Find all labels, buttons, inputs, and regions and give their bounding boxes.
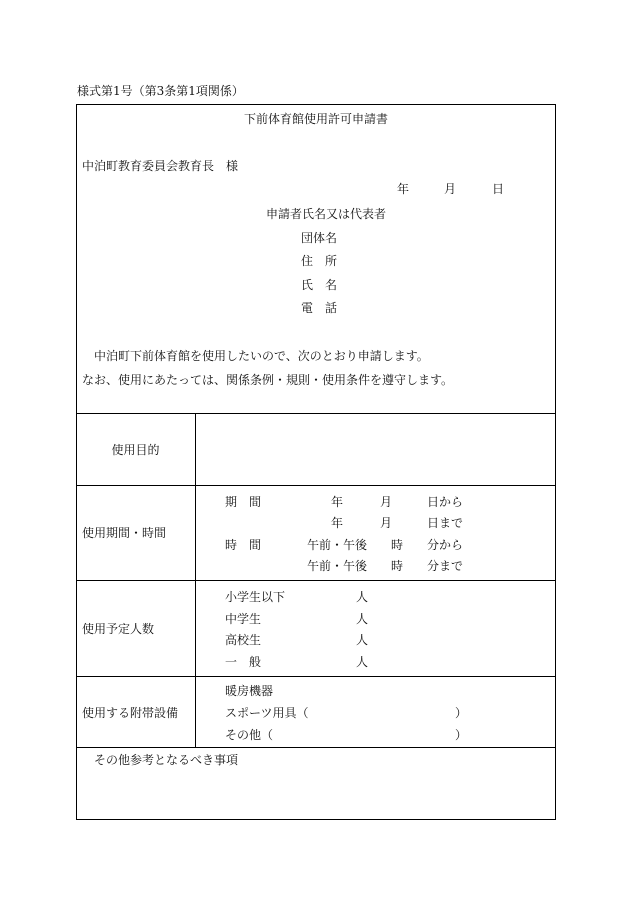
time-from-ampm: 午前・午後 [307, 538, 368, 552]
equipment-sports-close: ） [455, 706, 468, 720]
people-high-school: 高校生 [225, 633, 262, 647]
time-to-min: 分まで [427, 559, 464, 573]
date-month: 月 [444, 182, 457, 196]
people-junior-high: 中学生 [225, 612, 262, 626]
equipment-other: その他（ [225, 728, 274, 742]
people-unit: 人 [356, 633, 369, 647]
applicant-heading: 申請者氏名又は代表者 [266, 207, 387, 221]
date-year: 年 [397, 182, 410, 196]
period-to-month: 月 [380, 516, 393, 530]
equipment-other-close: ） [455, 728, 468, 742]
applicant-group: 団体名 [301, 231, 338, 245]
date-day: 日 [492, 182, 505, 196]
period-label: 使用期間・時間 [82, 526, 167, 540]
form-title: 下前体育館使用許可申請書 [243, 112, 388, 126]
people-unit: 人 [356, 612, 369, 626]
people-general: 一 般 [225, 655, 262, 669]
divider-header [76, 413, 556, 414]
form-number: 様式第1号（第3条第1項関係） [77, 84, 244, 98]
people-unit: 人 [356, 590, 369, 604]
people-unit: 人 [356, 655, 369, 669]
applicant-address: 住 所 [301, 254, 338, 268]
time-to-hour: 時 [391, 559, 404, 573]
statement-line1: 中泊町下前体育館を使用したいので、次のとおり申請します。 [94, 349, 429, 363]
period-from-year: 年 [331, 495, 344, 509]
people-elementary: 小学生以下 [225, 590, 286, 604]
purpose-label: 使用目的 [111, 443, 160, 457]
equipment-sports: スポーツ用具（ [225, 706, 309, 720]
people-label: 使用予定人数 [82, 622, 155, 636]
period-kikan: 期 間 [225, 495, 262, 509]
divider-equipment [76, 747, 556, 748]
statement-line2: なお、使用にあたっては、関係条例・規則・使用条件を遵守します。 [82, 373, 454, 387]
divider-people [76, 676, 556, 677]
time-from-hour: 時 [391, 538, 404, 552]
applicant-phone: 電 話 [301, 301, 338, 315]
period-from-day: 日から [427, 495, 464, 509]
period-from-month: 月 [380, 495, 393, 509]
divider-purpose [76, 485, 556, 486]
period-to-year: 年 [331, 516, 344, 530]
period-jikan: 時 間 [225, 538, 262, 552]
addressee: 中泊町教育委員会教育長 様 [82, 159, 239, 173]
applicant-name: 氏 名 [301, 278, 338, 292]
notes-label: その他参考となるべき事項 [94, 753, 239, 767]
time-from-min: 分から [427, 538, 464, 552]
period-to-day: 日まで [427, 516, 464, 530]
equipment-label: 使用する附帯設備 [82, 706, 179, 720]
column-divider [195, 413, 196, 747]
equipment-heating: 暖房機器 [225, 684, 274, 698]
time-to-ampm: 午前・午後 [307, 559, 368, 573]
divider-period [76, 580, 556, 581]
